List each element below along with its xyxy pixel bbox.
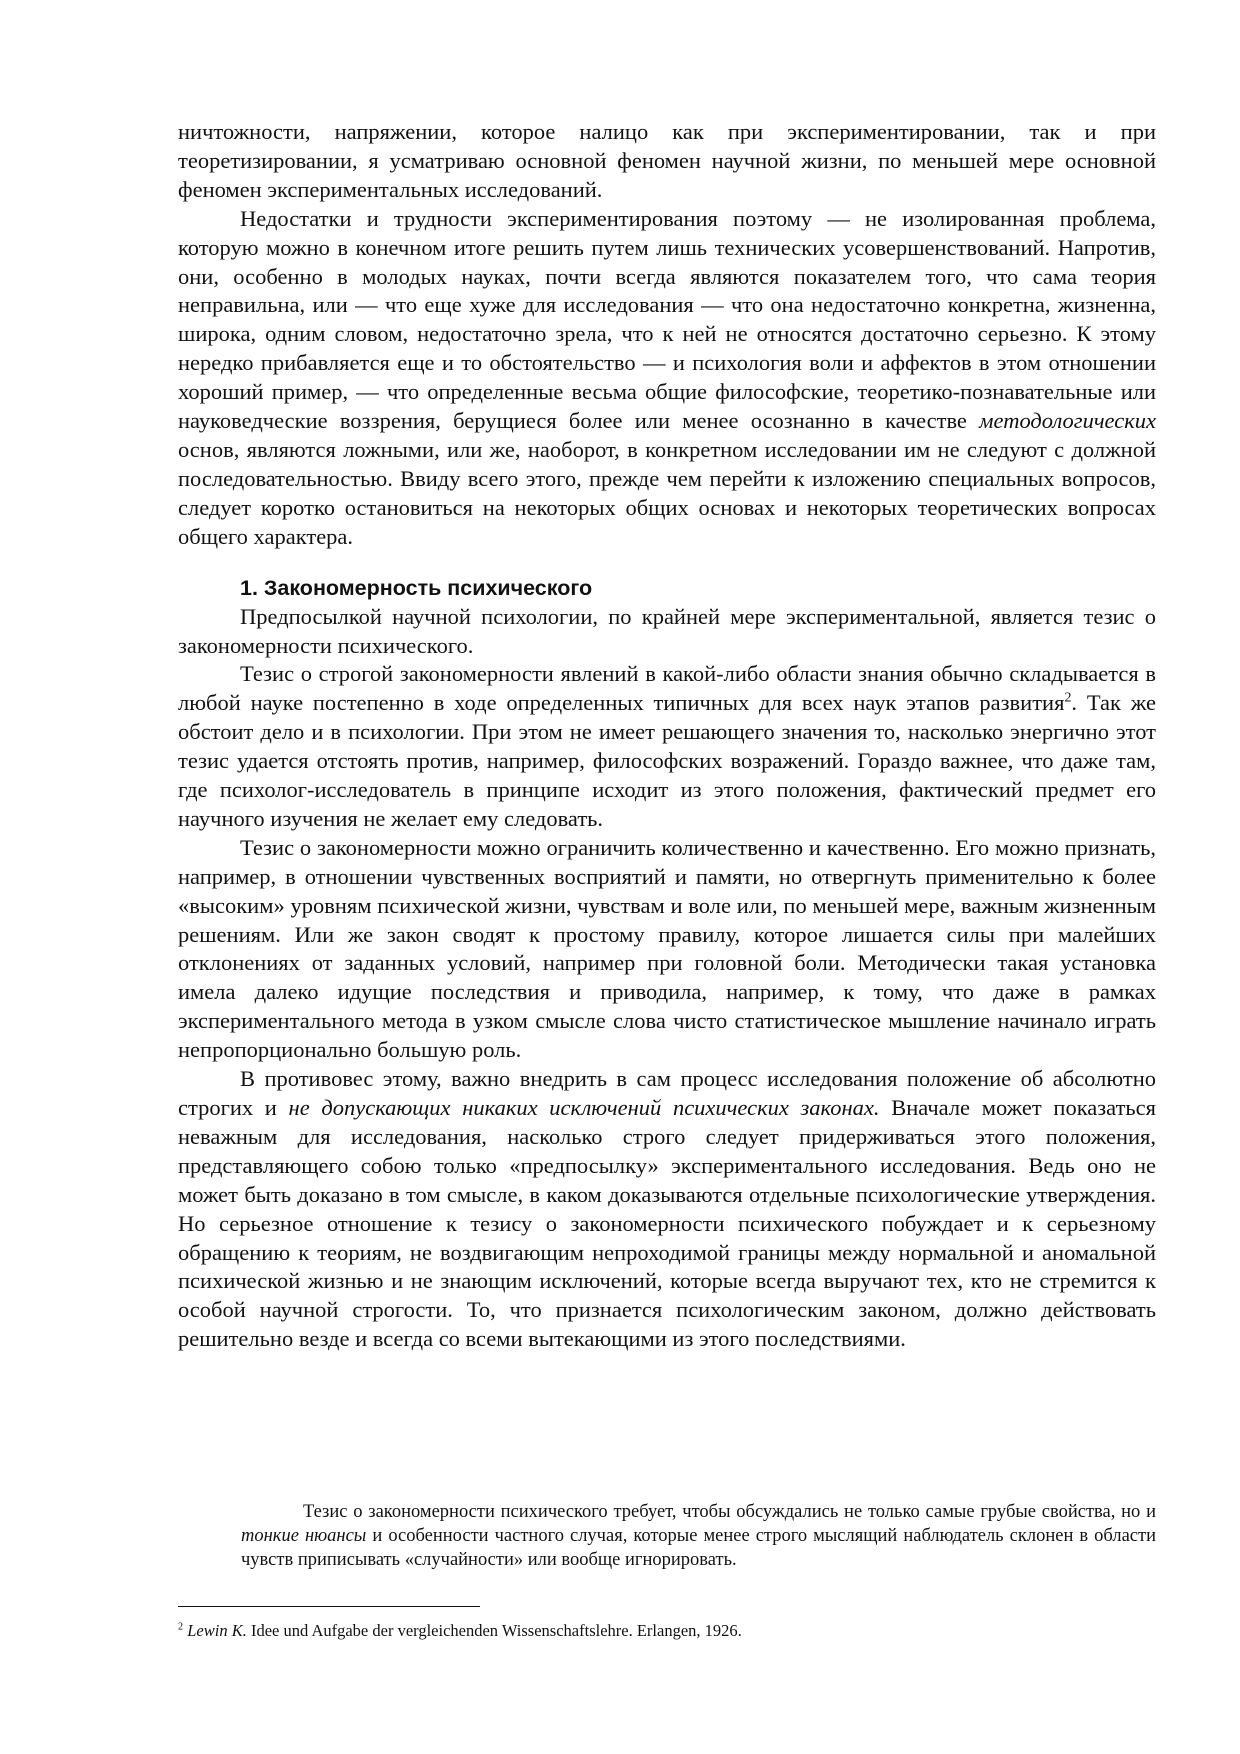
paragraph-4-text-a: Тезис о строгой закономерности явлений в какой-либо области знания обычно складывается в любой науке постепенно в ходе определенных типичных для всех наук этапов развития [178,661,1156,716]
paragraph-6-text-a: В противовес этому, важно внедрить в сам процесс исследования положение об абсолютно строгих и [178,1066,1156,1120]
section-heading: 1. Закономерность психического [240,575,593,600]
quote-text-b: и особенности частного случая, которые менее строго мыслящий наблюдатель склонен в области чувств приписывать «случайности» или вообще игнорировать. [241,1526,1157,1570]
quote-text-a: Тезис о закономерности психического требует, чтобы обсуждались не только самые грубые свойства, но и [303,1502,1156,1522]
footnote [178,1620,1156,1642]
paragraph-2-text-b: основ, являются ложными, или же, наоборот, в конкретном исследовании им не следуют с должной последовательностью. Ввиду всего этого, прежде чем перейти к изложению специальных вопросов, следует коротко остановиться на некоторых общих основах и некоторых теоретических вопросах общего характера. [178,436,1156,549]
paragraph-1-text: ничтожности, напряжении, которое налицо как при экспериментировании, так и при теоретизировании, я усматриваю основной феномен научной жизни, по меньшей мере основной феномен экспериментальных исследований. [178,119,1156,202]
paragraph-1 [178,118,1156,205]
paragraph-2-text-a: Недостатки и трудности экспериментирования поэтому — не изолированная проблема, которую можно в конечном итоге решить путем лишь технических усовершенствований. Напротив, они, особенно в молодых науках, почти всегда являются показателем того, что сама теория неправильна, или — что еще хуже для исследования — что она недостаточно конкретна, жизненна, широка, одним словом, недостаточно зрела, что к ней не относятся достаточно серьезно. К этому нередко прибавляется еще и то обстоятельство — и психология воли и аффектов в этом отношении хороший пример, — что определенные весьма общие философские, теоретико-познавательные или науковедческие воззрения, берущиеся более или менее осознанно в качестве [178,205,1156,434]
quote-emphasis: тонкие нюансы [241,1526,367,1546]
paragraph-2 [178,205,1156,552]
footnote-text: Idee und Aufgabe der vergleichenden Wissenschaftslehre. Erlangen, 1926. [246,1621,742,1640]
paragraph-5-text: Тезис о закономерности можно ограничить количественно и качественно. Его можно признать, например, в отношении чувственных восприятий и памяти, но отвергнуть применительно к более «высоким» уровням психической жизни, чувствам и воле или, по меньшей мере, важным жизненным решениям. Или же закон сводят к простому правилу, которое лишается силы при малейших отклонениях от заданных условий, например при головной боли. Методически такая установка имела далеко идущие последствия и приводила, например, к тому, что даже в рамках экспериментального метода в узком смысле слова чисто статистическое мышление начинало играть непропорционально большую роль. [178,834,1156,1063]
paragraph-3 [178,603,1156,661]
footnote-number: 2 [178,1621,184,1633]
paragraph-5 [178,834,1156,1065]
paragraph-4 [178,660,1156,833]
footnote-reference: 2 [1064,690,1072,706]
paragraph-6 [178,1065,1156,1354]
paragraph-2-emphasis: методологических [979,408,1156,434]
footnote-author: Lewin K. [187,1621,247,1640]
main-text [178,118,1156,1354]
paragraph-6-emphasis: не допускающих никаких исключений психических законах. [288,1095,880,1120]
paragraph-6-text-b: Вначале может показаться неважным для исследования, насколько строго следует придерживаться этого положения, представляющего собою только «предпосылку» экспериментального исследования. Ведь оно не может быть доказано в том смысле, в каком доказываются отдельные психологические утверждения. Но серьезное отношение к тезису о закономерности психического побуждает и к серьезному обращению к теориям, не воздвигающим непроходимой границы между нормальной и аномальной психической жизнью и не знающим исключений, которые всегда выручают тех, кто не стремится к особой научной строгости. То, что признается психологическим законом, должно действовать решительно везде и всегда со всеми вытекающими из этого последствиями. [178,1095,1156,1352]
footnote-divider [178,1606,480,1607]
paragraph-4-text-b: . Так же обстоит дело и в психологии. При этом не имеет решающего значения то, насколько энергично этот тезис удается отстоять против, например, философских возражений. Гораздо важнее, что даже там, где психолог-исследователь в принципе исходит из этого положения, фактический предмет его научного изучения не желает ему следовать. [178,690,1156,831]
block-quote [241,1500,1156,1572]
paragraph-3-text: Предпосылкой научной психологии, по крайней мере экспериментальной, является тезис о закономерности психического. [178,603,1156,658]
